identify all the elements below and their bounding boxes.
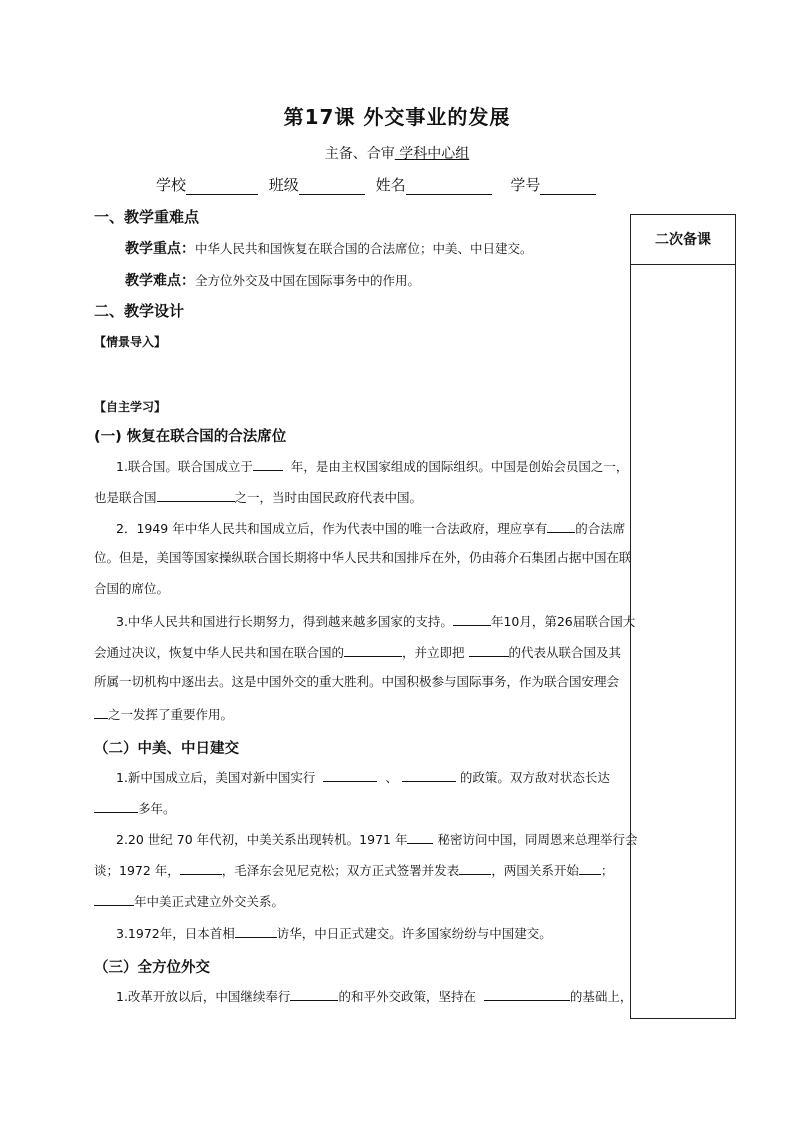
class-label: 班级 <box>268 176 299 194</box>
blank[interactable] <box>290 988 338 1001</box>
blank[interactable] <box>94 706 108 719</box>
blank[interactable] <box>459 862 491 875</box>
blank[interactable] <box>547 520 575 533</box>
secondary-prep-heading: 二次备课 <box>631 215 735 265</box>
text: 的和平外交政策，坚持在 <box>338 989 476 1004</box>
text: 之一发挥了重要作用。 <box>108 707 234 722</box>
blank[interactable] <box>344 644 402 657</box>
school-field[interactable] <box>186 177 258 195</box>
difficult-points <box>125 270 420 290</box>
part2-para1-line2 <box>94 800 176 816</box>
text: 秘密访问中国，同周恩来总理举行会 <box>437 832 638 847</box>
blank[interactable] <box>157 489 235 502</box>
blank[interactable] <box>180 862 222 875</box>
name-label: 姓名 <box>375 176 406 194</box>
part2-para2-line3 <box>94 893 284 909</box>
text: 年10月，第26届联合国大 <box>490 614 636 629</box>
text: ，并立即把 <box>402 645 465 660</box>
text: ，两国关系开始 <box>491 863 579 878</box>
name-field[interactable] <box>406 177 492 195</box>
part1-heading: (一) 恢复在联合国的合法席位 <box>94 429 287 445</box>
text: ； <box>600 863 614 878</box>
text: 的基础上， <box>569 989 633 1004</box>
part1-para2-line2: 位。但是，美国等国家操纵联合国长期将中华人民共和国排斥在外，仍由蒋介石集团占据中国在联 <box>94 550 632 565</box>
part1-para2-line1 <box>116 520 625 536</box>
text: 年中美正式建立外交关系。 <box>134 894 285 909</box>
part3-heading: （三）全方位外交 <box>94 960 210 976</box>
blank[interactable] <box>407 831 433 844</box>
text: 谈；1972 年， <box>94 863 180 878</box>
intro-label: 【情景导入】 <box>94 335 167 349</box>
text: 年，是由主权国家组成的国际组织。中国是创始会员国之一， <box>290 459 629 474</box>
text: 1.新中国成立后，美国对新中国实行 <box>116 770 316 785</box>
blank[interactable] <box>235 925 277 938</box>
key-label: 教学重点： <box>125 241 195 257</box>
text: 1.联合国。联合国成立于 <box>116 459 253 474</box>
text: 的政策。双方敌对状态长达 <box>459 770 610 785</box>
text: 的合法席 <box>575 521 626 536</box>
self-study-label: 【自主学习】 <box>94 400 167 414</box>
part1-para3-line3: 所属一切机构中逐出去。这是中国外交的重大胜利。中国积极参与国际事务，作为联合国安理会 <box>94 674 620 689</box>
part1-para3-line4 <box>94 706 233 722</box>
student-info-line <box>156 174 596 195</box>
diff-label: 教学难点： <box>125 273 195 289</box>
blank[interactable] <box>484 988 570 1001</box>
text: 的代表从联合国及其 <box>508 645 622 660</box>
text: 1.改革开放以后，中国继续奉行 <box>116 989 291 1004</box>
key-points <box>125 238 533 258</box>
author-value: 学科中心组 <box>394 146 470 162</box>
school-label: 学校 <box>156 176 187 194</box>
blank[interactable] <box>469 644 509 657</box>
text: 访华，中日正式建交。许多国家纷纷与中国建交。 <box>276 926 552 941</box>
author-line <box>0 143 794 163</box>
diff-text: 全方位外交及中国在国际事务中的作用。 <box>195 273 421 288</box>
key-text: 中华人民共和国恢复在联合国的合法席位；中美、中日建交。 <box>195 241 533 256</box>
blank[interactable] <box>402 769 456 782</box>
text: 会通过决议，恢复中华人民共和国在联合国的 <box>94 645 345 660</box>
part1-para1-line2 <box>94 489 422 505</box>
number-field[interactable] <box>540 177 596 195</box>
text: 3.1972年，日本首相 <box>116 926 235 941</box>
section2-heading: 二、教学设计 <box>94 302 185 320</box>
text: 2．1949 年中华人民共和国成立后，作为代表中国的唯一合法政府，理应享有 <box>116 521 548 536</box>
part2-para2-line1 <box>116 831 637 847</box>
text: 也是联合国 <box>94 490 157 505</box>
text: 之一，当时由国民政府代表中国。 <box>234 490 423 505</box>
text: 、 <box>385 770 398 785</box>
blank[interactable] <box>94 893 134 906</box>
page-title: 第17课 外交事业的发展 <box>283 105 511 129</box>
part1-para3-line2 <box>94 644 621 660</box>
part2-heading: （二）中美、中日建交 <box>94 741 239 757</box>
author-label: 主备、合审 <box>324 146 395 162</box>
part1-para1-line1 <box>116 458 628 474</box>
blank[interactable] <box>323 769 377 782</box>
secondary-prep-box <box>630 214 736 1019</box>
blank[interactable] <box>579 862 601 875</box>
text: 2.20 世纪 70 年代初，中美关系出现转机。1971 年 <box>116 832 408 847</box>
text: 3.中华人民共和国进行长期努力，得到越来越多国家的支持。 <box>116 614 453 629</box>
class-field[interactable] <box>299 177 365 195</box>
text: ，毛泽东会见尼克松；双方正式签署并发表 <box>221 863 460 878</box>
blank[interactable] <box>253 458 283 471</box>
part2-para3-line1 <box>116 925 552 941</box>
part1-para3-line1 <box>116 613 635 629</box>
number-label: 学号 <box>510 176 541 194</box>
blank[interactable] <box>94 800 138 813</box>
part3-para1-line1 <box>116 988 632 1004</box>
part2-para2-line2 <box>94 862 613 878</box>
blank[interactable] <box>453 613 491 626</box>
section1-heading: 一、教学重难点 <box>94 208 200 226</box>
part2-para1-line1 <box>116 769 610 785</box>
text: 多年。 <box>138 801 176 816</box>
part1-para2-line3: 合国的席位。 <box>94 581 170 596</box>
